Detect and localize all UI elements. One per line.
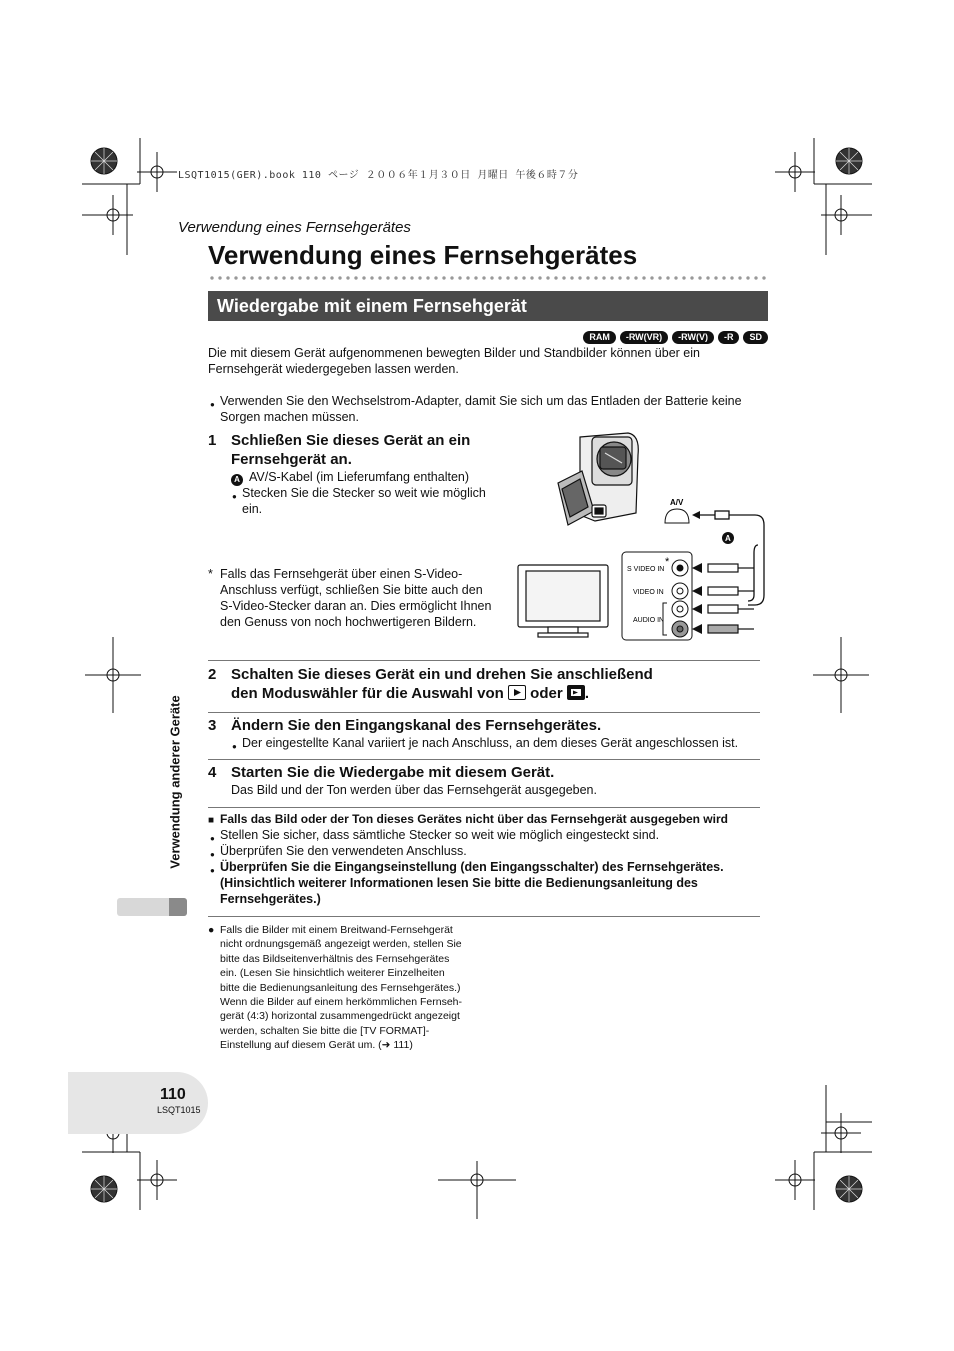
divider [208,807,760,808]
video-in-label: VIDEO IN [633,589,664,596]
s-video-in-label: S VIDEO IN [627,566,665,573]
step2-line1: Schalten Sie dieses Gerät ein und drehen Sie anschließend [231,666,653,683]
side-tab [164,672,186,892]
print-header: LSQT1015(GER).book 110 ページ ２００６年１月３０日 月曜日 午後６時７分 [178,170,579,181]
trouble-heading: ■ Falls das Bild oder der Ton dieses Gerätes nicht über das Fernsehgerät ausgegeben wird [208,812,728,826]
trouble-bullet-3: ● Überprüfen Sie die Eingangseinstellung (den Eingangsschalter) des Fernsehgerätes. (Hinsichtlich weiterer Informationen lesen Sie bitte die Bedienungsanleitung des Fernsehgerätes.) [220,859,755,907]
connection-diagram [510,425,772,645]
page-title: Verwendung eines Fernsehgerätes [208,240,638,270]
step2-number: 2 [208,666,217,683]
wide-note: Falls die Bilder mit einem Breitwand-Fernsehgerät nicht ordnungsgemäß angezeigt werden, stellen Sie bitte das Bildseitenverhältnis des Fernsehgerätes ein. (Lesen Sie hinsichtlich weiterer Einzelheiten bitte die Bedienungsanleitung des Fernsehgerätes.) Wenn die Bilder auf einem herkömmlichen Fernseh- gerät (4:3) horizontal zusammengedrückt angezeigt werden, schalten Sie bitte die [TV FORMAT]- Einstellung auf diesem Gerät um. (➜ 111) [220,924,463,1052]
camcorder-illustration [558,433,638,525]
media-badges [540,331,768,344]
step1-title: Schließen Sie dieses Gerät an ein Fernsehgerät an. [231,432,471,468]
step1-bullet [242,485,504,517]
badge-rw-vr: -RW(VR) [620,331,668,344]
marker-a-icon: A [231,474,243,486]
step3-bullet [242,735,762,751]
square-bullet-icon: ■ [208,815,215,826]
side-tab-label: Verwendung anderer Geräte [167,695,183,869]
running-header: Verwendung eines Fernsehgerätes [178,219,411,236]
page-code: LSQT1015 [157,1105,201,1115]
svg-text:A: A [725,534,731,543]
step3-bullet-text: ● Der eingestellte Kanal variiert je nach Anschluss, an dem dieses Gerät angeschlossen ist. [242,736,738,750]
step2-line2: den Moduswähler für die Auswahl von oder . [231,685,590,702]
picture-mode-icon [567,685,585,700]
badge-ram: RAM [583,331,616,344]
av-label: A/V [670,498,684,507]
page-number: 110 [160,1086,186,1103]
page-number-tab [68,1072,208,1134]
svg-text:*: * [665,556,670,568]
tv-illustration [518,565,608,637]
step1-number: 1 [208,432,217,449]
intro-text: Die mit diesem Gerät aufgenommenen bewegten Bilder und Standbilder können über ein Fernsehgerät wiedergegeben lassen werden. [208,346,700,376]
trouble-bullet-2: ● Überprüfen Sie den verwendeten Anschluss. [220,843,765,859]
badge-rw-v: -RW(V) [672,331,714,344]
step1-bullet-text: ● Stecken Sie die Stecker so weit wie möglich ein. [242,486,486,516]
badge-sd: SD [743,331,768,344]
step1-cable [231,469,506,486]
divider [208,759,760,760]
adapter-note [220,393,765,425]
wide-note-bullet: ● [208,924,215,936]
step4-text: Das Bild und der Ton werden über das Fernsehgerät ausgegeben. [231,783,597,797]
step4-number: 4 [208,764,217,781]
adapter-note-text: ● Verwenden Sie den Wechselstrom-Adapter, damit Sie sich um das Entladen der Batterie keine Sorgen machen müssen. [220,394,742,424]
step3-title: Ändern Sie den Eingangskanal des Fernsehgerätes. [231,717,602,734]
section-banner: Wiedergabe mit einem Fernsehgerät [208,291,768,321]
step1-cable-text: AV/S-Kabel (im Lieferumfang enthalten) [249,470,470,484]
step3-number: 3 [208,717,217,734]
dotted-rule [208,275,768,281]
divider [208,916,760,917]
divider [208,712,760,713]
audio-in-label: AUDIO IN [633,617,665,624]
play-mode-icon [508,685,526,700]
trouble-bullet-1: ● Stellen Sie sicher, dass sämtliche Stecker so weit wie möglich eingesteckt sind. [220,827,765,843]
step4-title: Starten Sie die Wiedergabe mit diesem Gerät. [231,764,555,781]
badge-r: -R [718,331,740,344]
footnote-text: Falls das Fernsehgerät über einen S-Video-Anschluss verfügt, schließen Sie bitte auch den S-Video-Stecker daran an. Dies ermöglicht Ihnen den Genuss von noch hochwertigeren Bildern. [220,567,492,629]
footnote-mark: * [208,567,213,581]
divider [208,660,760,661]
side-tab-marker [117,898,187,916]
